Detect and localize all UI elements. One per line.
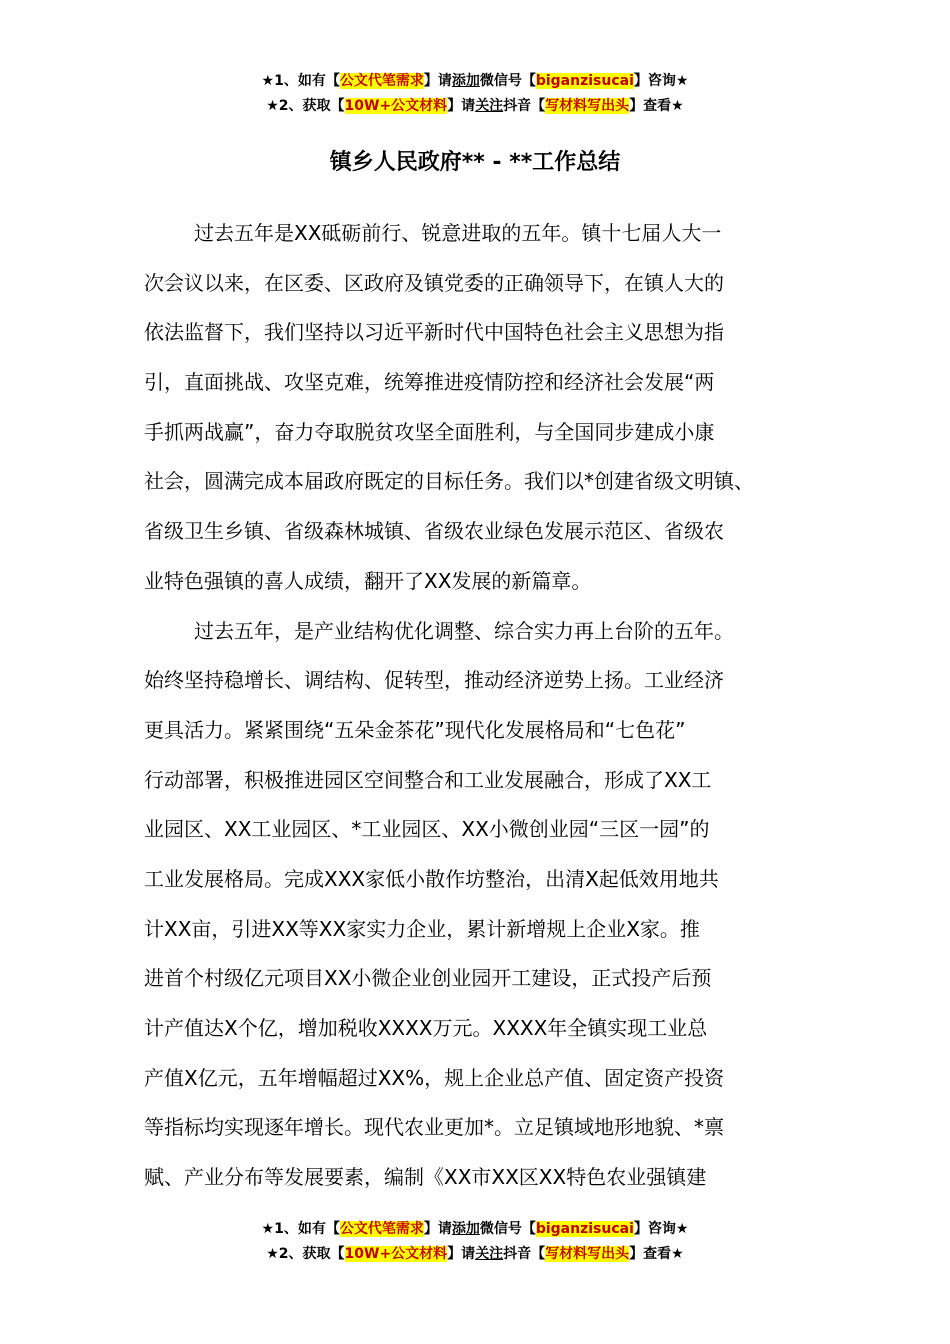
banner-line-1 (0, 1217, 950, 1242)
banner-highlight: biganzisucai (535, 73, 634, 89)
document-title: 镇乡人民政府** - **工作总结 (329, 150, 621, 175)
paragraph-line: 省级卫生乡镇、省级森林城镇、省级农业绿色发展示范区、省级农 (144, 519, 724, 544)
header-banner (0, 69, 950, 119)
banner-underlined: 添加 (451, 73, 480, 89)
footer-banner (0, 1217, 950, 1267)
banner-line-2 (0, 1242, 950, 1267)
banner-text: 】请 (447, 1246, 476, 1262)
banner-text: 】查看★ (629, 98, 684, 114)
paragraph-line: 始终坚持稳增长、调结构、促转型，推动经济逆势上扬。工业经济 (144, 668, 724, 693)
banner-text: ★1、如有【 (261, 1221, 340, 1237)
paragraph-line: 更具活力。紧紧围绕“五朵金茶花”现代化发展格局和“七色花” (144, 717, 686, 742)
document-body (144, 213, 806, 1207)
banner-underlined: 关注 (475, 98, 504, 114)
banner-text: 】请 (423, 1221, 452, 1237)
banner-text: ★2、获取【 (266, 1246, 345, 1262)
paragraph-line: 业园区、XX工业园区、*工业园区、XX小微创业园“三区一园”的 (144, 817, 710, 842)
banner-highlight: 公文代笔需求 (339, 1221, 424, 1237)
paragraph-line: 赋、产业分布等发展要素，编制《XX市XX区XX特色农业强镇建 (144, 1165, 707, 1190)
paragraph-line: 过去五年是XX砥砺前行、锐意进取的五年。镇十七届人大一 (194, 221, 722, 245)
banner-text: 抖音【 (503, 1246, 546, 1262)
banner-text: 抖音【 (503, 98, 546, 114)
banner-line-2 (0, 94, 950, 119)
banner-highlight: 写材料写出头 (545, 1246, 630, 1262)
paragraph-line: 引，直面挑战、攻坚克难，统筹推进疫情防控和经济社会发展“两 (144, 370, 715, 395)
banner-text: 】咨询★ (633, 73, 689, 89)
paragraph-line: 手抓两战赢”，奋力夺取脱贫攻坚全面胜利，与全国同步建成小康 (144, 419, 715, 444)
banner-highlight: 写材料写出头 (545, 98, 630, 114)
paragraph-line: 行动部署，积极推进园区空间整合和工业发展融合，形成了XX工 (144, 767, 712, 792)
banner-underlined: 关注 (475, 1246, 504, 1262)
paragraph-line: 进首个村级亿元项目XX小微企业创业园开工建设，正式投产后预 (144, 966, 712, 991)
banner-highlight: 10W+公文材料 (344, 1246, 448, 1262)
paragraph-line: 产值X亿元，五年增幅超过XX%，规上企业总产值、固定资产投资 (144, 1065, 725, 1090)
paragraph-line: 社会，圆满完成本届政府既定的目标任务。我们以*创建省级文明镇、 (144, 469, 754, 494)
banner-text: 】查看★ (629, 1246, 684, 1262)
banner-line-1 (0, 69, 950, 94)
banner-text: 】请 (423, 73, 452, 89)
paragraph-line: 次会议以来，在区委、区政府及镇党委的正确领导下，在镇人大的 (144, 270, 724, 295)
banner-underlined: 添加 (451, 1221, 480, 1237)
banner-text: ★1、如有【 (261, 73, 340, 89)
paragraph-line: 工业发展格局。完成XXX家低小散作坊整治，出清X起低效用地共 (144, 866, 719, 891)
banner-text: 微信号【 (479, 1221, 536, 1237)
banner-highlight: 公文代笔需求 (339, 73, 424, 89)
paragraph-line: 依法监督下，我们坚持以习近平新时代中国特色社会主义思想为指 (144, 320, 724, 345)
paragraph-line: 过去五年，是产业结构优化调整、综合实力再上台阶的五年。 (194, 618, 734, 643)
banner-text: 微信号【 (479, 73, 536, 89)
paragraph-line: 计XX亩，引进XX等XX家实力企业，累计新增规上企业X家。推 (144, 916, 700, 941)
banner-highlight: 10W+公文材料 (344, 98, 448, 114)
banner-text: 】请 (447, 98, 476, 114)
banner-text: ★2、获取【 (266, 98, 345, 114)
paragraph-line: 业特色强镇的喜人成绩，翻开了XX发展的新篇章。 (144, 568, 592, 593)
banner-text: 】咨询★ (633, 1221, 689, 1237)
paragraph-line: 计产值达X个亿，增加税收XXXX万元。XXXX年全镇实现工业总 (144, 1016, 708, 1040)
paragraph-line: 等指标均实现逐年增长。现代农业更加*。立足镇域地形地貌、*禀 (144, 1115, 724, 1140)
banner-highlight: biganzisucai (535, 1221, 634, 1237)
